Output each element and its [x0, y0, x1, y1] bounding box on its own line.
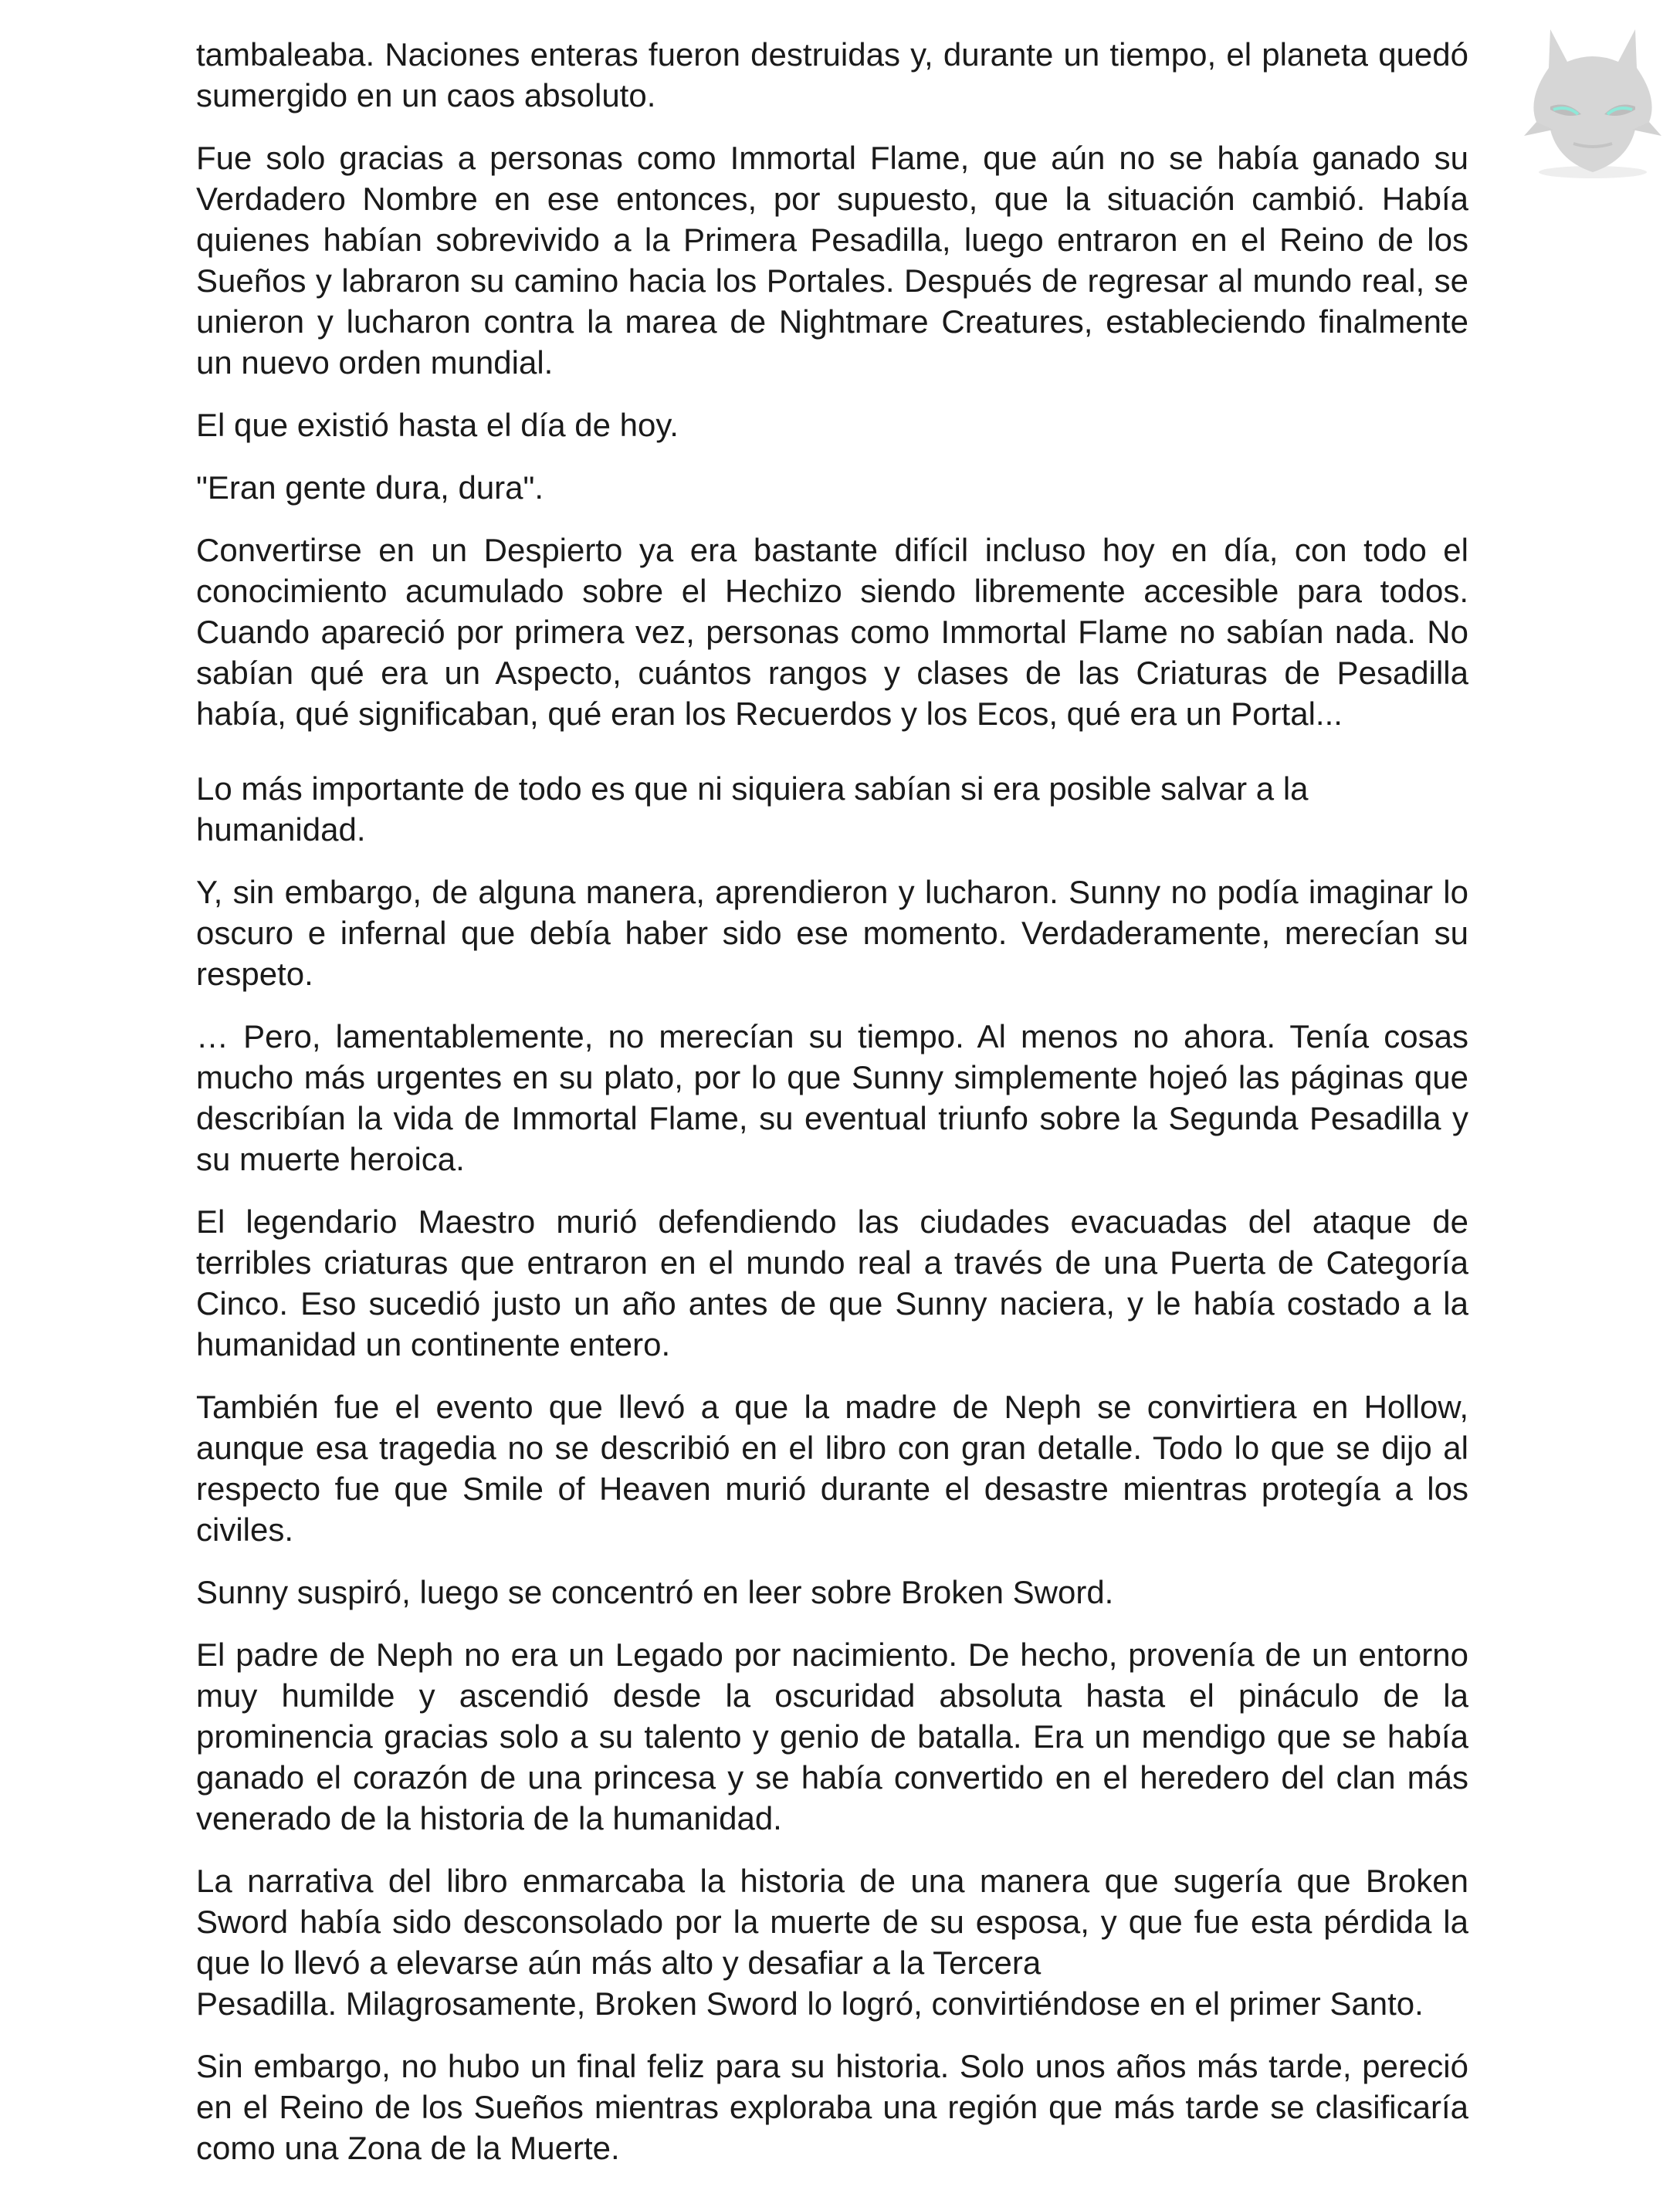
paragraph-12: El padre de Neph no era un Legado por nacimiento. De hecho, provenía de un entorno muy humilde y ascendió desde la oscuridad absoluta hasta el pináculo de la prominencia gracias solo a su talento y genio de batalla. Era un mendigo que se había ganado el corazón de una princesa y se había convertido en el heredero del clan más venerado de la historia de la humanidad.	[196, 1637, 1468, 1836]
paragraph-6: Lo más importante de todo es que ni siquiera sabían si era posible salvar a la humanidad.	[196, 770, 1309, 848]
paragraph-11: Sunny suspiró, luego se concentró en leer sobre Broken Sword.	[196, 1574, 1114, 1610]
paragraph-1: tambaleaba. Naciones enteras fueron destruidas y, durante un tiempo, el planeta quedó sumergido en un caos absoluto.	[196, 36, 1468, 113]
paragraph-13-line-2: Pesadilla. Milagrosamente, Broken Sword lo logró, convirtiéndose en el primer Santo.	[196, 1985, 1424, 2022]
paragraph-4: "Eran gente dura, dura".	[196, 469, 544, 506]
paragraph-13-line-1: La narrativa del libro enmarcaba la historia de una manera que sugería que Broken Sword había sido desconsolado por la muerte de su esposa, y que fue esta pérdida la que lo llevó a elevarse aún más alto y desafiar a la Tercera	[196, 1863, 1468, 1981]
paragraph-8: … Pero, lamentablemente, no merecían su tiempo. Al menos no ahora. Tenía cosas mucho más urgentes en su plato, por lo que Sunny simplemente hojeó las páginas que describían la vida de Immortal Flame, su eventual triunfo sobre la Segunda Pesadilla y su muerte heroica.	[196, 1018, 1468, 1177]
paragraph-3: El que existió hasta el día de hoy.	[196, 407, 679, 443]
paragraph-5: Convertirse en un Despierto ya era bastante difícil incluso hoy en día, con todo el conocimiento acumulado sobre el Hechizo siendo libremente accesible para todos. Cuando apareció por primera vez, personas como Immortal Flame no sabían nada. No sabían qué era un Aspecto, cuántos rangos y clases de las Criaturas de Pesadilla había, qué significaban, qué eran los Recuerdos y los Ecos, qué era un Portal...	[196, 532, 1468, 732]
paragraph-10: También fue el evento que llevó a que la madre de Neph se convirtiera en Hollow, aunque esa tragedia no se describió en el libro con gran detalle. Todo lo que se dijo al respecto fue que Smile of Heaven murió durante el desastre mientras protegía a los civiles.	[196, 1389, 1468, 1548]
paragraph-9: El legendario Maestro murió defendiendo las ciudades evacuadas del ataque de terribles criaturas que entraron en el mundo real a través de una Puerta de Categoría Cinco. Eso sucedió justo un año antes de que Sunny naciera, y le había costado a la humanidad un continente entero.	[196, 1203, 1468, 1362]
demon-head-icon	[1519, 14, 1666, 184]
paragraph-14: Sin embargo, no hubo un final feliz para su historia. Solo unos años más tarde, pereció en el Reino de los Sueños mientras exploraba una región que más tarde se clasificaría como una Zona de la Muerte.	[196, 2048, 1468, 2166]
document-body	[196, 34, 1468, 2190]
paragraph-2: Fue solo gracias a personas como Immortal Flame, que aún no se había ganado su Verdadero Nombre en ese entonces, por supuesto, que la situación cambió. Había quienes habían sobrevivido a la Primera Pesadilla, luego entraron en el Reino de los Sueños y labraron su camino hacia los Portales. Después de regresar al mundo real, se unieron y lucharon contra la marea de Nightmare Creatures, estableciendo finalmente un nuevo orden mundial.	[196, 140, 1468, 381]
paragraph-7: Y, sin embargo, de alguna manera, aprendieron y lucharon. Sunny no podía imaginar lo oscuro e infernal que debía haber sido ese momento. Verdaderamente, merecían su respeto.	[196, 874, 1468, 992]
paragraph-13	[196, 1860, 1468, 2024]
